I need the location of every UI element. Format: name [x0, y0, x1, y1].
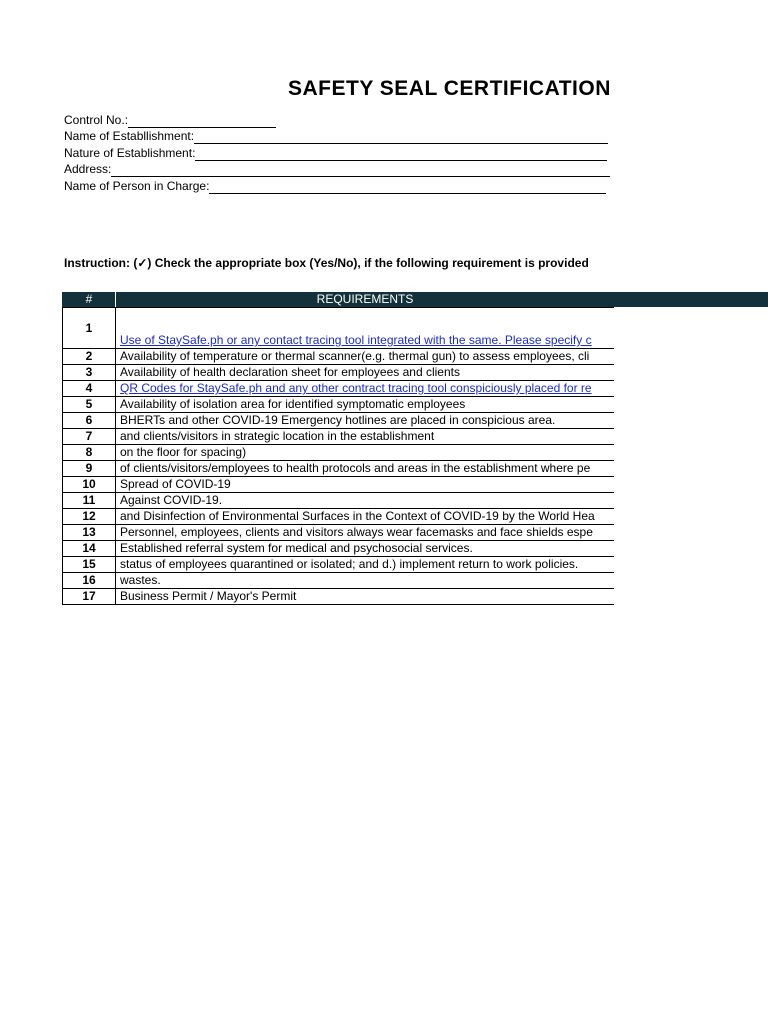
header-number: #	[63, 292, 116, 307]
fill-line	[111, 163, 610, 177]
requirement-text: of clients/visitors/employees to health protocols and areas in the establishment where pe	[120, 461, 591, 475]
requirement-cell	[116, 381, 615, 397]
establishment-name-field	[64, 128, 608, 144]
requirement-text: Spread of COVID-19	[120, 477, 231, 491]
control-no-field	[64, 112, 276, 128]
table-row	[63, 461, 615, 477]
row-number: 17	[63, 589, 116, 605]
instruction-text: Instruction: (✓) Check the appropriate box (Yes/No), if the following requirement is provided	[64, 256, 589, 270]
header-requirements: REQUIREMENTS	[316, 292, 414, 306]
field-label: Control No.:	[64, 113, 129, 127]
requirement-link[interactable]: Use of StaySafe.ph or any contact tracing tool integrated with the same. Please specify c	[120, 333, 592, 347]
table-row	[63, 429, 615, 445]
requirement-text: Business Permit / Mayor's Permit	[120, 589, 297, 603]
table-row	[63, 349, 615, 365]
table-row	[63, 509, 615, 525]
requirement-cell	[116, 573, 615, 589]
requirement-text: Against COVID-19.	[120, 493, 223, 507]
row-number: 1	[63, 308, 116, 349]
field-label: Name of Establlishment:	[64, 129, 195, 143]
table-row	[63, 557, 615, 573]
requirement-cell	[116, 541, 615, 557]
table-row	[63, 589, 615, 605]
row-number: 7	[63, 429, 116, 445]
requirement-cell	[116, 445, 615, 461]
establishment-nature-field	[64, 145, 607, 161]
fill-line	[209, 180, 606, 194]
row-number: 6	[63, 413, 116, 429]
person-in-charge-field	[64, 178, 606, 194]
row-number: 8	[63, 445, 116, 461]
row-number: 5	[63, 397, 116, 413]
requirement-cell	[116, 429, 615, 445]
table-row	[63, 445, 615, 461]
requirement-cell	[116, 589, 615, 605]
requirement-cell	[116, 557, 615, 573]
fill-line	[194, 130, 608, 144]
requirement-text: Personnel, employees, clients and visitors always wear facemasks and face shields espe	[120, 525, 593, 539]
requirement-text: status of employees quarantined or isolated; and d.) implement return to work policies.	[120, 557, 579, 571]
requirement-text: on the floor for spacing)	[120, 445, 247, 459]
requirements-table	[62, 307, 614, 605]
requirement-text: and clients/visitors in strategic location in the establishment	[120, 429, 435, 443]
requirement-cell	[116, 413, 615, 429]
requirement-cell	[116, 477, 615, 493]
table-row	[63, 381, 615, 397]
row-number: 14	[63, 541, 116, 557]
row-number: 2	[63, 349, 116, 365]
fill-line	[128, 114, 276, 128]
page-title: SAFETY SEAL CERTIFICATION	[288, 77, 611, 100]
row-number: 3	[63, 365, 116, 381]
address-field	[64, 161, 610, 177]
requirement-cell	[116, 461, 615, 477]
requirement-text: Availability of isolation area for identified symptomatic employees	[120, 397, 466, 411]
table-row	[63, 397, 615, 413]
table-row	[63, 541, 615, 557]
requirement-cell	[116, 493, 615, 509]
row-number: 4	[63, 381, 116, 397]
requirement-text: Availability of temperature or thermal scanner(e.g. thermal gun) to assess employees, cli	[120, 349, 590, 363]
row-number: 10	[63, 477, 116, 493]
row-number: 15	[63, 557, 116, 573]
row-number: 9	[63, 461, 116, 477]
requirement-text: Availability of health declaration sheet for employees and clients	[120, 365, 460, 379]
row-number: 11	[63, 493, 116, 509]
field-label: Name of Person in Charge:	[64, 179, 210, 193]
field-label: Address:	[64, 162, 112, 176]
table-row	[63, 413, 615, 429]
requirement-cell	[116, 308, 615, 349]
row-number: 12	[63, 509, 116, 525]
table-row	[63, 525, 615, 541]
field-label: Nature of Establishment:	[64, 146, 196, 160]
fill-line	[195, 147, 607, 161]
requirement-link[interactable]: QR Codes for StaySafe.ph and any other contract tracing tool conspiciously placed for re	[120, 381, 592, 395]
requirement-cell	[116, 525, 615, 541]
requirement-cell	[116, 349, 615, 365]
table-row	[63, 573, 615, 589]
requirement-text: wastes.	[120, 573, 161, 587]
table-row	[63, 493, 615, 509]
requirement-text: Established referral system for medical and psychosocial services.	[120, 541, 473, 555]
row-number: 16	[63, 573, 116, 589]
row-number: 13	[63, 525, 116, 541]
requirement-text: BHERTs and other COVID-19 Emergency hotlines are placed in conspicious area.	[120, 413, 556, 427]
table-row	[63, 477, 615, 493]
table-row	[63, 308, 615, 349]
requirement-cell	[116, 365, 615, 381]
requirement-cell	[116, 509, 615, 525]
requirement-text: and Disinfection of Environmental Surfaces in the Context of COVID-19 by the World Hea	[120, 509, 595, 523]
requirement-cell	[116, 397, 615, 413]
table-row	[63, 365, 615, 381]
